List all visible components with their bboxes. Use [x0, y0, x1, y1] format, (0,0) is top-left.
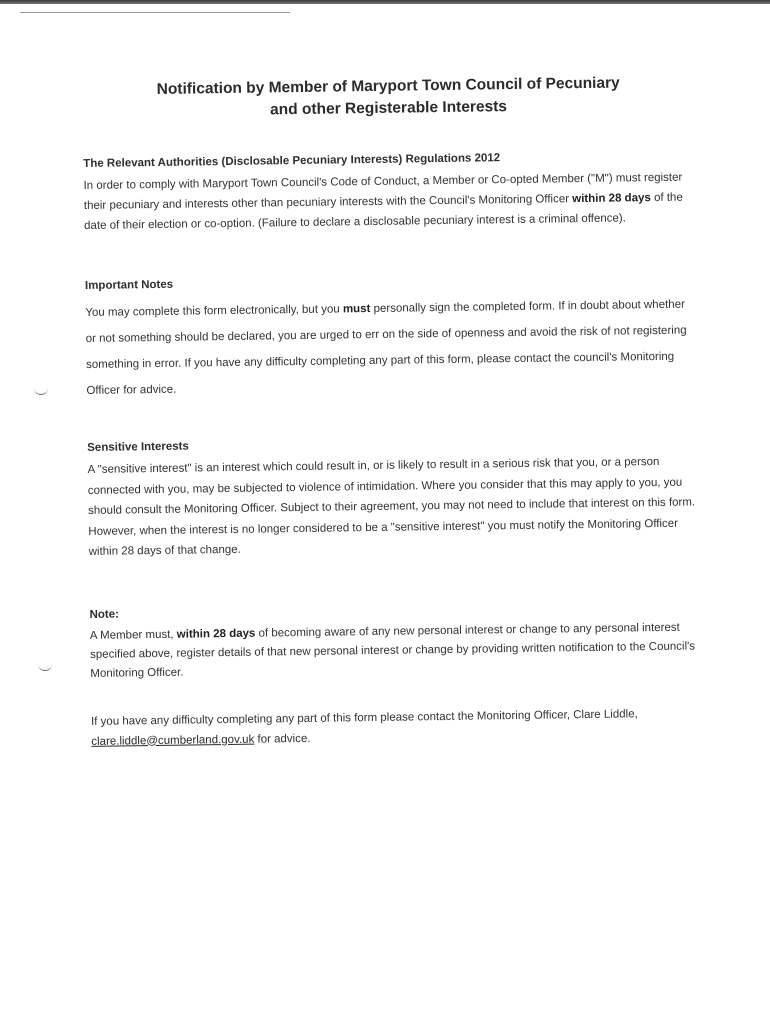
- note-deadline: within 28 days: [176, 627, 256, 641]
- important-notes-paragraph: [85, 291, 698, 404]
- contact-text-start: If you have any difficulty completing any part of this form please contact the Monitoring Officer, Clare Liddle,: [90, 707, 638, 728]
- punch-hole-mark: [38, 660, 52, 671]
- regulations-section: [83, 149, 696, 236]
- important-notes-must: must: [342, 302, 371, 316]
- sensitive-interests-section: [87, 433, 701, 562]
- regulations-deadline: within 28 days: [572, 192, 651, 206]
- punch-hole-mark: [34, 384, 48, 395]
- document-title: [82, 71, 695, 124]
- contact-email-link[interactable]: clare.liddle@cumberland.gov.uk: [91, 733, 255, 748]
- regulations-text-start: In order to comply with Maryport Town Council's Code of Conduct, a Member or Co-opted Member ("M") must register their pecuniary and interests other than pecuniary interests with the Council's Monitoring Officer: [83, 171, 683, 212]
- note-text-end: of becoming aware of any new personal interest or change to any personal interest specified above, register details of that new personal interest or change by providing written notification to the Council's Monitoring Officer.: [90, 621, 696, 680]
- important-notes-text-end: personally sign the completed form. If in doubt about whether or not something should be declared, you are urged to err on the side of openness and avoid the risk of not registering something in error. If you have any difficulty completing any part of this form, please contact the council's Monitoring Officer for advice.: [85, 298, 687, 397]
- important-notes-heading: Important Notes: [84, 278, 174, 292]
- note-paragraph: [90, 618, 703, 684]
- document-page: [82, 65, 703, 751]
- scan-artifact-line: [20, 12, 290, 13]
- title-line-1: Notification by Member of Maryport Town Council of Pecuniary: [156, 74, 620, 98]
- note-section: [89, 600, 702, 684]
- sensitive-interests-paragraph: A "sensitive interest" is an interest which could result in, or is likely to result in a serious risk that you, or a person connected with you, may be subjected to violence of intimidation. Where you consider that this may apply to you, you should consult the Monitoring Officer. Subject to their agreement, you may not need to include that interest on this form. However, when the interest is no longer considered to be a "sensitive interest" you must notify the Monitoring Officer within 28 days of that change.: [87, 455, 696, 558]
- regulations-heading: The Relevant Authorities (Disclosable Pecuniary Interests) Regulations 2012: [83, 152, 501, 170]
- regulations-text-end: of the date of their election or co-option. (Failure to declare a disclosable pecuniary interest is a criminal offence).: [84, 191, 683, 232]
- sensitive-interests-heading: Sensitive Interests: [87, 440, 189, 454]
- note-text-start: A Member must,: [89, 628, 177, 642]
- contact-section: [91, 703, 703, 752]
- important-notes-section: [85, 271, 699, 404]
- important-notes-text-start: You may complete this form electronically, but you: [85, 303, 343, 319]
- contact-text-end: for advice.: [254, 732, 311, 746]
- note-heading: Note:: [89, 608, 120, 621]
- regulations-paragraph: [83, 167, 696, 236]
- title-line-2: and other Registerable Interests: [269, 98, 508, 119]
- contact-paragraph: [91, 703, 703, 752]
- scan-edge-top: [0, 0, 770, 4]
